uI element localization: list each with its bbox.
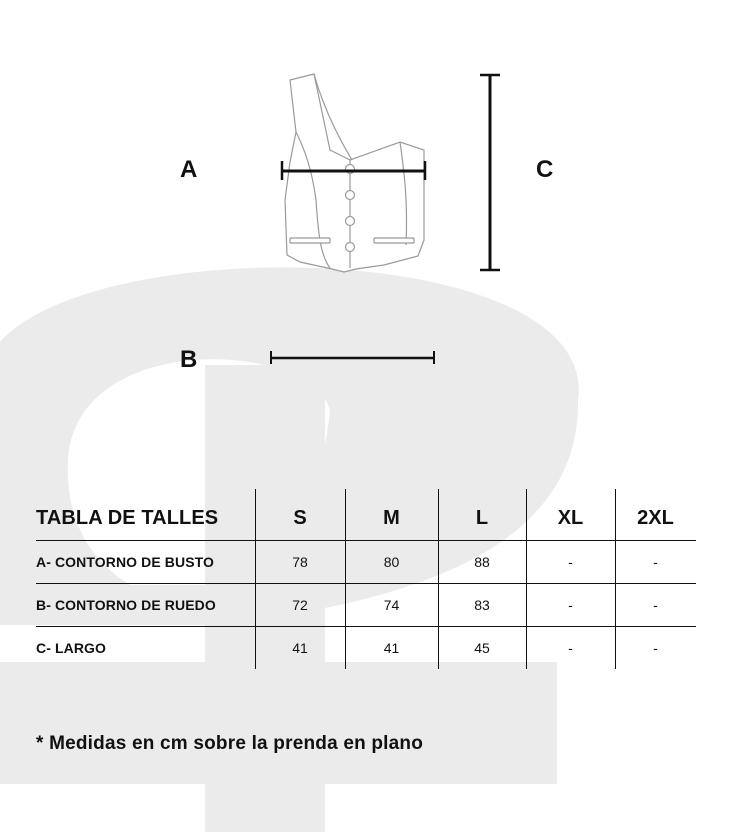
row-label-bust: A- CONTORNO DE BUSTO bbox=[36, 553, 215, 570]
size-header-l: L bbox=[475, 507, 489, 529]
row-label-hem: B- CONTORNO DE RUEDO bbox=[36, 596, 216, 613]
measurement-diagram bbox=[0, 0, 732, 400]
row-label-length: C- LARGO bbox=[36, 639, 107, 656]
table-cell: 78 bbox=[292, 553, 308, 570]
table-cell: 80 bbox=[383, 553, 400, 570]
table-cell: 72 bbox=[292, 596, 308, 613]
table-cell: 41 bbox=[383, 639, 400, 656]
table-title: TABLA DE TALLES bbox=[36, 507, 219, 529]
size-header-m: M bbox=[383, 507, 400, 529]
dimension-line-c bbox=[480, 75, 500, 270]
table-cell: - bbox=[568, 596, 573, 613]
dimension-line-b bbox=[271, 351, 434, 364]
dimension-label-c: C bbox=[536, 156, 554, 183]
size-header-s: S bbox=[293, 507, 307, 529]
table-cell: 41 bbox=[292, 639, 308, 656]
table-cell: - bbox=[653, 639, 658, 656]
size-header-2xl: 2XL bbox=[637, 507, 674, 529]
table-cell: 83 bbox=[474, 596, 490, 613]
footnote: * Medidas en cm sobre la prenda en plano bbox=[36, 733, 424, 754]
size-table bbox=[36, 489, 696, 669]
size-header-xl: XL bbox=[557, 507, 584, 529]
table-cell: - bbox=[653, 553, 658, 570]
table-cell: - bbox=[568, 553, 573, 570]
dimension-label-b: B bbox=[180, 346, 198, 373]
vest-illustration-icon bbox=[285, 74, 424, 272]
table-cell: 74 bbox=[383, 596, 400, 613]
table-cell: - bbox=[568, 639, 573, 656]
table-cell: - bbox=[653, 596, 658, 613]
table-cell: 88 bbox=[474, 553, 490, 570]
table-cell: 45 bbox=[474, 639, 490, 656]
dimension-label-a: A bbox=[180, 156, 198, 183]
